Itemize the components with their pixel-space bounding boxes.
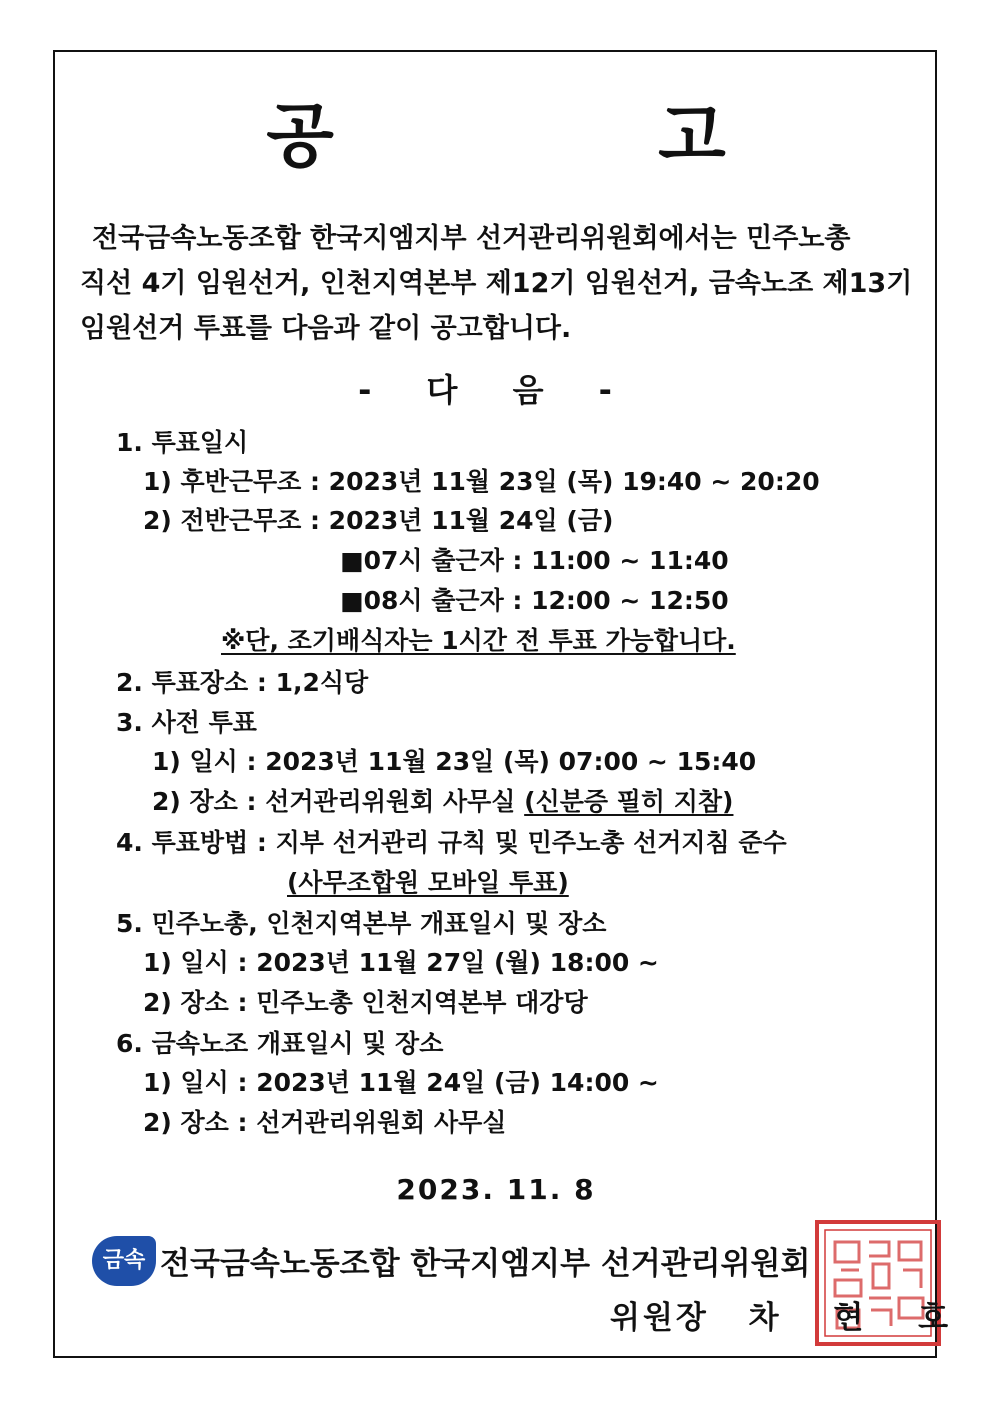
intro-line-3: 임원선거 투표를 다음과 같이 공고합니다. [80, 313, 572, 344]
item-2: 2. 투표장소 : 1,2식당 [116, 668, 369, 697]
item-5-title: 5. 민주노총, 인천지역본부 개표일시 및 장소 [116, 909, 607, 938]
chair-title: 위원장 [610, 1300, 709, 1336]
union-logo: 금속 [92, 1236, 156, 1286]
item-1-2-a: ■07시 출근자 : 11:00 ~ 11:40 [340, 546, 729, 575]
item-3-1: 1) 일시 : 2023년 11월 23일 (목) 07:00 ~ 15:40 [152, 747, 757, 776]
item-6-1: 1) 일시 : 2023년 11월 24일 (금) 14:00 ~ [143, 1068, 659, 1097]
section-heading: - 다 음 - [358, 371, 634, 409]
item-1-title: 1. 투표일시 [116, 428, 249, 457]
item-6-2: 2) 장소 : 선거관리위원회 사무실 [143, 1108, 507, 1137]
chair-name: 차 현 호 [748, 1300, 971, 1336]
item-5-1: 1) 일시 : 2023년 11월 27일 (월) 18:00 ~ [143, 948, 659, 977]
item-3-2-text: 2) 장소 : 선거관리위원회 사무실 [152, 787, 516, 816]
organization-name: 전국금속노동조합 한국지엠지부 선거관리위원회 [160, 1246, 811, 1282]
item-3-2 [152, 785, 733, 819]
chairperson [610, 1292, 970, 1337]
item-3-title: 3. 사전 투표 [116, 708, 257, 737]
item-4: 4. 투표방법 : 지부 선거관리 규칙 및 민주노총 선거지침 준수 [116, 828, 787, 857]
item-3-2-note: (신분증 필히 지참) [524, 787, 734, 816]
item-1-1: 1) 후반근무조 : 2023년 11월 23일 (목) 19:40 ~ 20:20 [143, 467, 820, 496]
notice-date: 2023. 11. 8 [396, 1173, 596, 1206]
item-1-2-b: ■08시 출근자 : 12:00 ~ 12:50 [340, 586, 729, 615]
item-6-title: 6. 금속노조 개표일시 및 장소 [116, 1029, 444, 1058]
item-1-2: 2) 전반근무조 : 2023년 11월 24일 (금) [143, 506, 614, 535]
intro-line-2: 직선 4기 임원선거, 인천지역본부 제12기 임원선거, 금속노조 제13기 [80, 268, 913, 299]
document-title: 공 고 [266, 95, 876, 177]
item-5-2: 2) 장소 : 민주노총 인천지역본부 대강당 [143, 988, 588, 1017]
intro-line-1: 전국금속노동조합 한국지엠지부 선거관리위원회에서는 민주노총 [92, 223, 851, 254]
item-1-note: ※단, 조기배식자는 1시간 전 투표 가능합니다. [221, 626, 736, 655]
intro-paragraph [80, 216, 930, 351]
item-4-note: (사무조합원 모바일 투표) [287, 868, 569, 897]
